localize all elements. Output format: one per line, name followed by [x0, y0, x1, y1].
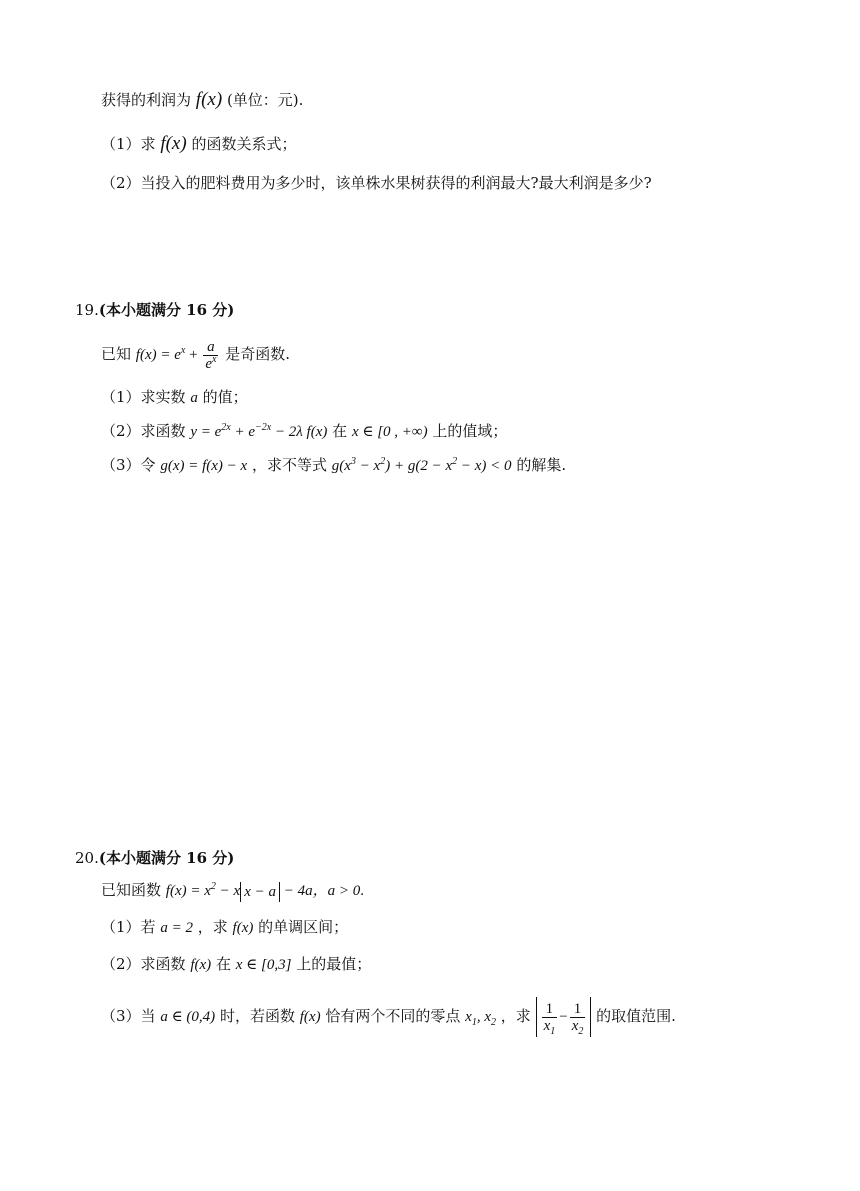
q19-frac-den-base: e	[205, 355, 212, 372]
q19-part3-def: g(x) = f(x) − x	[160, 458, 248, 474]
q18-part1	[101, 134, 297, 154]
q20-part3-frac1-num: 1	[542, 1001, 558, 1018]
q20-given-expr	[166, 883, 364, 899]
q20-given-lhs: f(x) = x	[165, 883, 211, 899]
q19-part3-ineq-c: ) + g(2 − x	[385, 458, 453, 474]
q20-part3-zeros	[465, 1009, 496, 1028]
q20-part2-func: f(x)	[190, 957, 212, 973]
q20-part1-func: f(x)	[232, 920, 254, 936]
q20-part2-mid: 在	[215, 955, 231, 973]
q19-given	[101, 338, 290, 372]
q18-intro	[101, 90, 303, 110]
q19-part3-ineq-d: − x) < 0	[457, 458, 512, 474]
q19-part3-sup-2: 2	[380, 456, 386, 467]
q20-part3-func: f(x)	[299, 1009, 321, 1025]
q20-part2	[101, 954, 371, 975]
q19-part3-sup-1: 3	[350, 456, 356, 467]
q19-part2-domain: x ∈ [0 , +∞)	[351, 424, 428, 440]
q20-part3-mid1: 时，若函数	[219, 1007, 295, 1025]
q19-given-lhs: f(x) = e	[135, 347, 181, 363]
q19-frac-den	[203, 353, 218, 372]
q19-given-plus: +	[185, 347, 202, 363]
q20-part3-minus: −	[559, 1009, 568, 1025]
q18-intro-func: f(x)	[195, 89, 223, 110]
q19-part3-ineq	[332, 458, 512, 474]
q20-given-sup: 2	[210, 881, 216, 892]
q19-heading	[75, 300, 234, 320]
q19-given-pre: 已知	[101, 345, 132, 363]
q20-part3-frac2-den-sub: 2	[578, 1026, 584, 1038]
q19-part2-expr-c: − 2λ f(x)	[271, 424, 328, 440]
q19-part1-pre: （1）求实数	[101, 388, 186, 406]
q20-part1-cond: a = 2	[160, 920, 193, 936]
q19-part2-expr-a: y = e	[190, 424, 222, 440]
q20-part1-tail: 的单调区间；	[258, 918, 349, 936]
q19-part2-mid: 在	[332, 422, 348, 440]
q20-part3-frac2-den-base: x	[571, 1018, 579, 1035]
q20-part2-tail: 上的最值；	[296, 955, 372, 973]
q19-fraction	[203, 339, 218, 372]
q20-part1-mid: ，求	[197, 918, 228, 936]
q19-part1-tail: 的值；	[202, 388, 248, 406]
q20-part3-pre: （3）当	[101, 1007, 156, 1025]
q20-part1-pre: （1）若	[101, 918, 156, 936]
q20-part3-frac1-den	[542, 1018, 558, 1038]
q20-heading	[75, 848, 234, 868]
q20-part2-pre: （2）求函数	[101, 955, 186, 973]
q19-given-expr	[136, 347, 202, 363]
q20-given-mid: − x	[215, 883, 241, 899]
q18-part1-label: （1）求	[101, 135, 156, 153]
q19-part2-sup-b: −2x	[255, 422, 272, 433]
q20-given-abs: x − a	[240, 882, 280, 902]
q19-part3-sup-3: 2	[452, 456, 458, 467]
q20-given-end: .	[360, 883, 364, 899]
q20-part2-domain: x ∈ [0,3]	[235, 957, 292, 973]
q19-part2-tail: 上的值域；	[432, 422, 508, 440]
q20-part3-frac1-den-sub: 1	[550, 1026, 556, 1038]
q20-given-rest: − 4a	[279, 883, 313, 899]
q19-given-sup: x	[180, 345, 186, 356]
q20-part3-frac1	[542, 1001, 558, 1038]
q19-part3-tail: 的解集.	[516, 456, 567, 474]
q20-part3-tail: 的取值范围.	[596, 1007, 676, 1025]
q18-part2	[101, 173, 652, 193]
q20-part3-frac1-den-base: x	[543, 1018, 551, 1035]
q19-given-tail: 是奇函数.	[225, 345, 291, 363]
q19-frac-den-sup: x	[212, 353, 217, 365]
q20-given-pre: 已知函数	[101, 881, 162, 899]
q20-part3-frac2	[570, 1001, 586, 1038]
q20-part3-sub2: 2	[491, 1017, 496, 1028]
q20-part3-domain: a ∈ (0,4)	[160, 1009, 216, 1025]
q20-part3	[101, 996, 676, 1037]
q20-part3-frac2-num: 1	[570, 1001, 586, 1018]
q19-part3-ineq-b: − x	[355, 458, 381, 474]
q20-given-cond: ，a > 0	[312, 883, 361, 899]
q20-given	[101, 880, 364, 902]
q20-part3-sub1: 1	[471, 1017, 477, 1028]
q20-part1	[101, 917, 348, 938]
q18-part2-text: （2）当投入的肥料费用为多少时，该单株水果树获得的利润最大?最大利润是多少?	[101, 174, 652, 192]
q19-part3-ineq-a: g(x	[331, 458, 351, 474]
q20-part3-zero2: , x	[476, 1009, 491, 1025]
q19-title: (本小题满分 16 分)	[98, 301, 235, 319]
q19-part2-expr	[190, 424, 327, 440]
q20-title: (本小题满分 16 分)	[98, 849, 235, 867]
q20-part3-abs-expr	[536, 997, 592, 1037]
q19-part1-var: a	[190, 390, 198, 406]
q18-part1-func: f(x)	[160, 133, 187, 154]
q19-part2-sup-a: 2x	[221, 422, 231, 433]
q20-part3-mid3: ，求	[500, 1007, 531, 1025]
q18-intro-tail: (单位：元).	[226, 91, 304, 109]
q20-part3-mid2: 恰有两个不同的零点	[325, 1007, 461, 1025]
q20-number: 20.	[75, 849, 99, 867]
q19-part3-mid: ，求不等式	[251, 456, 327, 474]
q19-number: 19.	[75, 301, 99, 319]
q19-part2	[101, 421, 507, 442]
q20-part3-zero1: x	[465, 1009, 472, 1025]
q18-part1-tail: 的函数关系式；	[191, 135, 297, 153]
q19-frac-num: a	[203, 339, 218, 356]
q19-part3-pre: （3）令	[101, 456, 156, 474]
q19-part1	[101, 387, 248, 408]
q20-part3-frac2-den	[570, 1018, 586, 1038]
q18-intro-text: 获得的利润为	[101, 91, 192, 109]
q19-part2-pre: （2）求函数	[101, 422, 186, 440]
q19-part3	[101, 455, 566, 476]
q19-part2-expr-b: + e	[230, 424, 255, 440]
